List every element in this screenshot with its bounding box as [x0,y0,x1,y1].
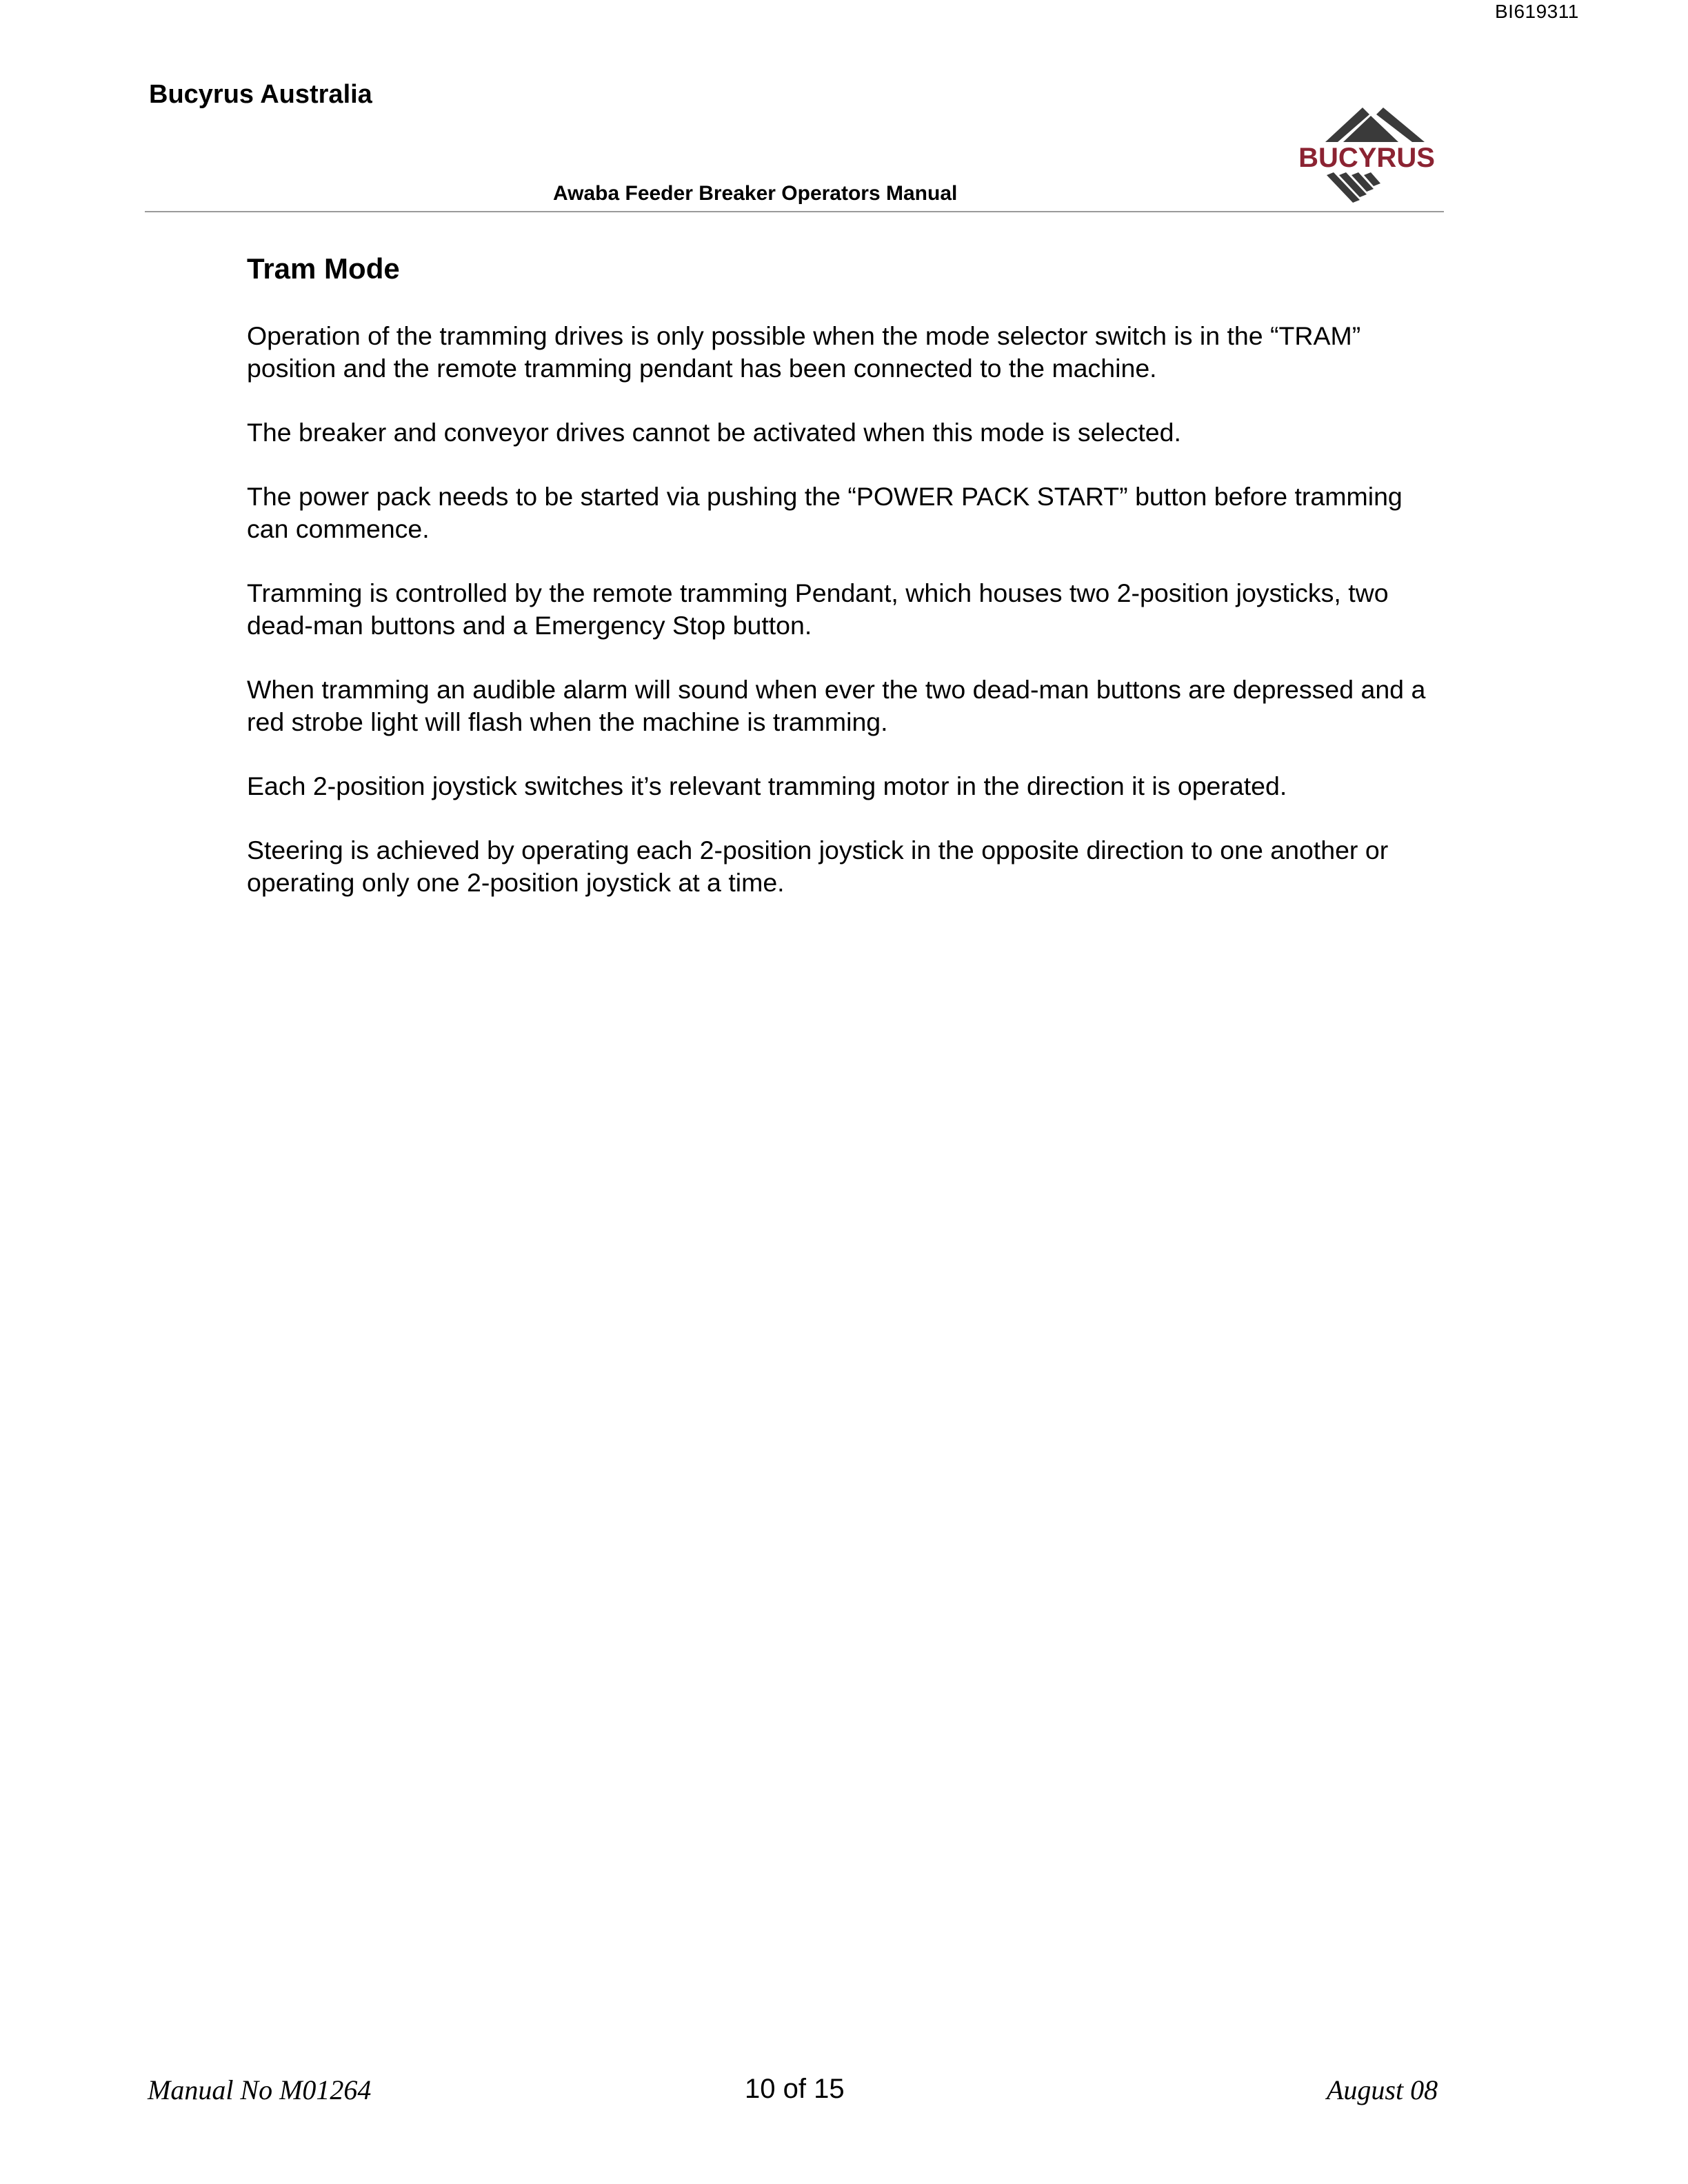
section-body [247,320,1440,931]
header-divider [145,211,1444,212]
logo-wordmark: BUCYRUS [1298,143,1435,173]
paragraph: Tramming is controlled by the remote tramming Pendant, which houses two 2-position joysticks, two dead-man buttons and a Emergency Stop button. [247,578,1389,640]
logo-stripes [1327,172,1380,203]
mountain-icon [1325,108,1425,142]
bucyrus-logo [1288,103,1448,208]
document-id: BI619311 [1495,1,1579,22]
page-number: 10 of 15 [745,2074,845,2104]
document-date: August 08 [1327,2074,1438,2105]
paragraph: The power pack needs to be started via pushing the “POWER PACK START” button before tramming can commence. [247,482,1403,543]
paragraph: Steering is achieved by operating each 2-position joystick in the opposite direction to one another or operating only one 2-position joystick at a time. [247,836,1389,897]
manual-title: Awaba Feeder Breaker Operators Manual [553,182,958,205]
manual-number: Manual No M01264 [148,2074,372,2105]
paragraph: Each 2-position joystick switches it’s relevant tramming motor in the direction it is operated. [247,771,1287,800]
paragraph: The breaker and conveyor drives cannot be activated when this mode is selected. [247,418,1181,447]
paragraph: When tramming an audible alarm will sound when ever the two dead-man buttons are depressed and a red strobe light will flash when the machine is tramming. [247,675,1426,736]
company-name: Bucyrus Australia [149,80,372,109]
section-title: Tram Mode [247,252,400,285]
paragraph: Operation of the tramming drives is only possible when the mode selector switch is in the “TRAM” position and the remote tramming pendant has been connected to the machine. [247,321,1361,383]
